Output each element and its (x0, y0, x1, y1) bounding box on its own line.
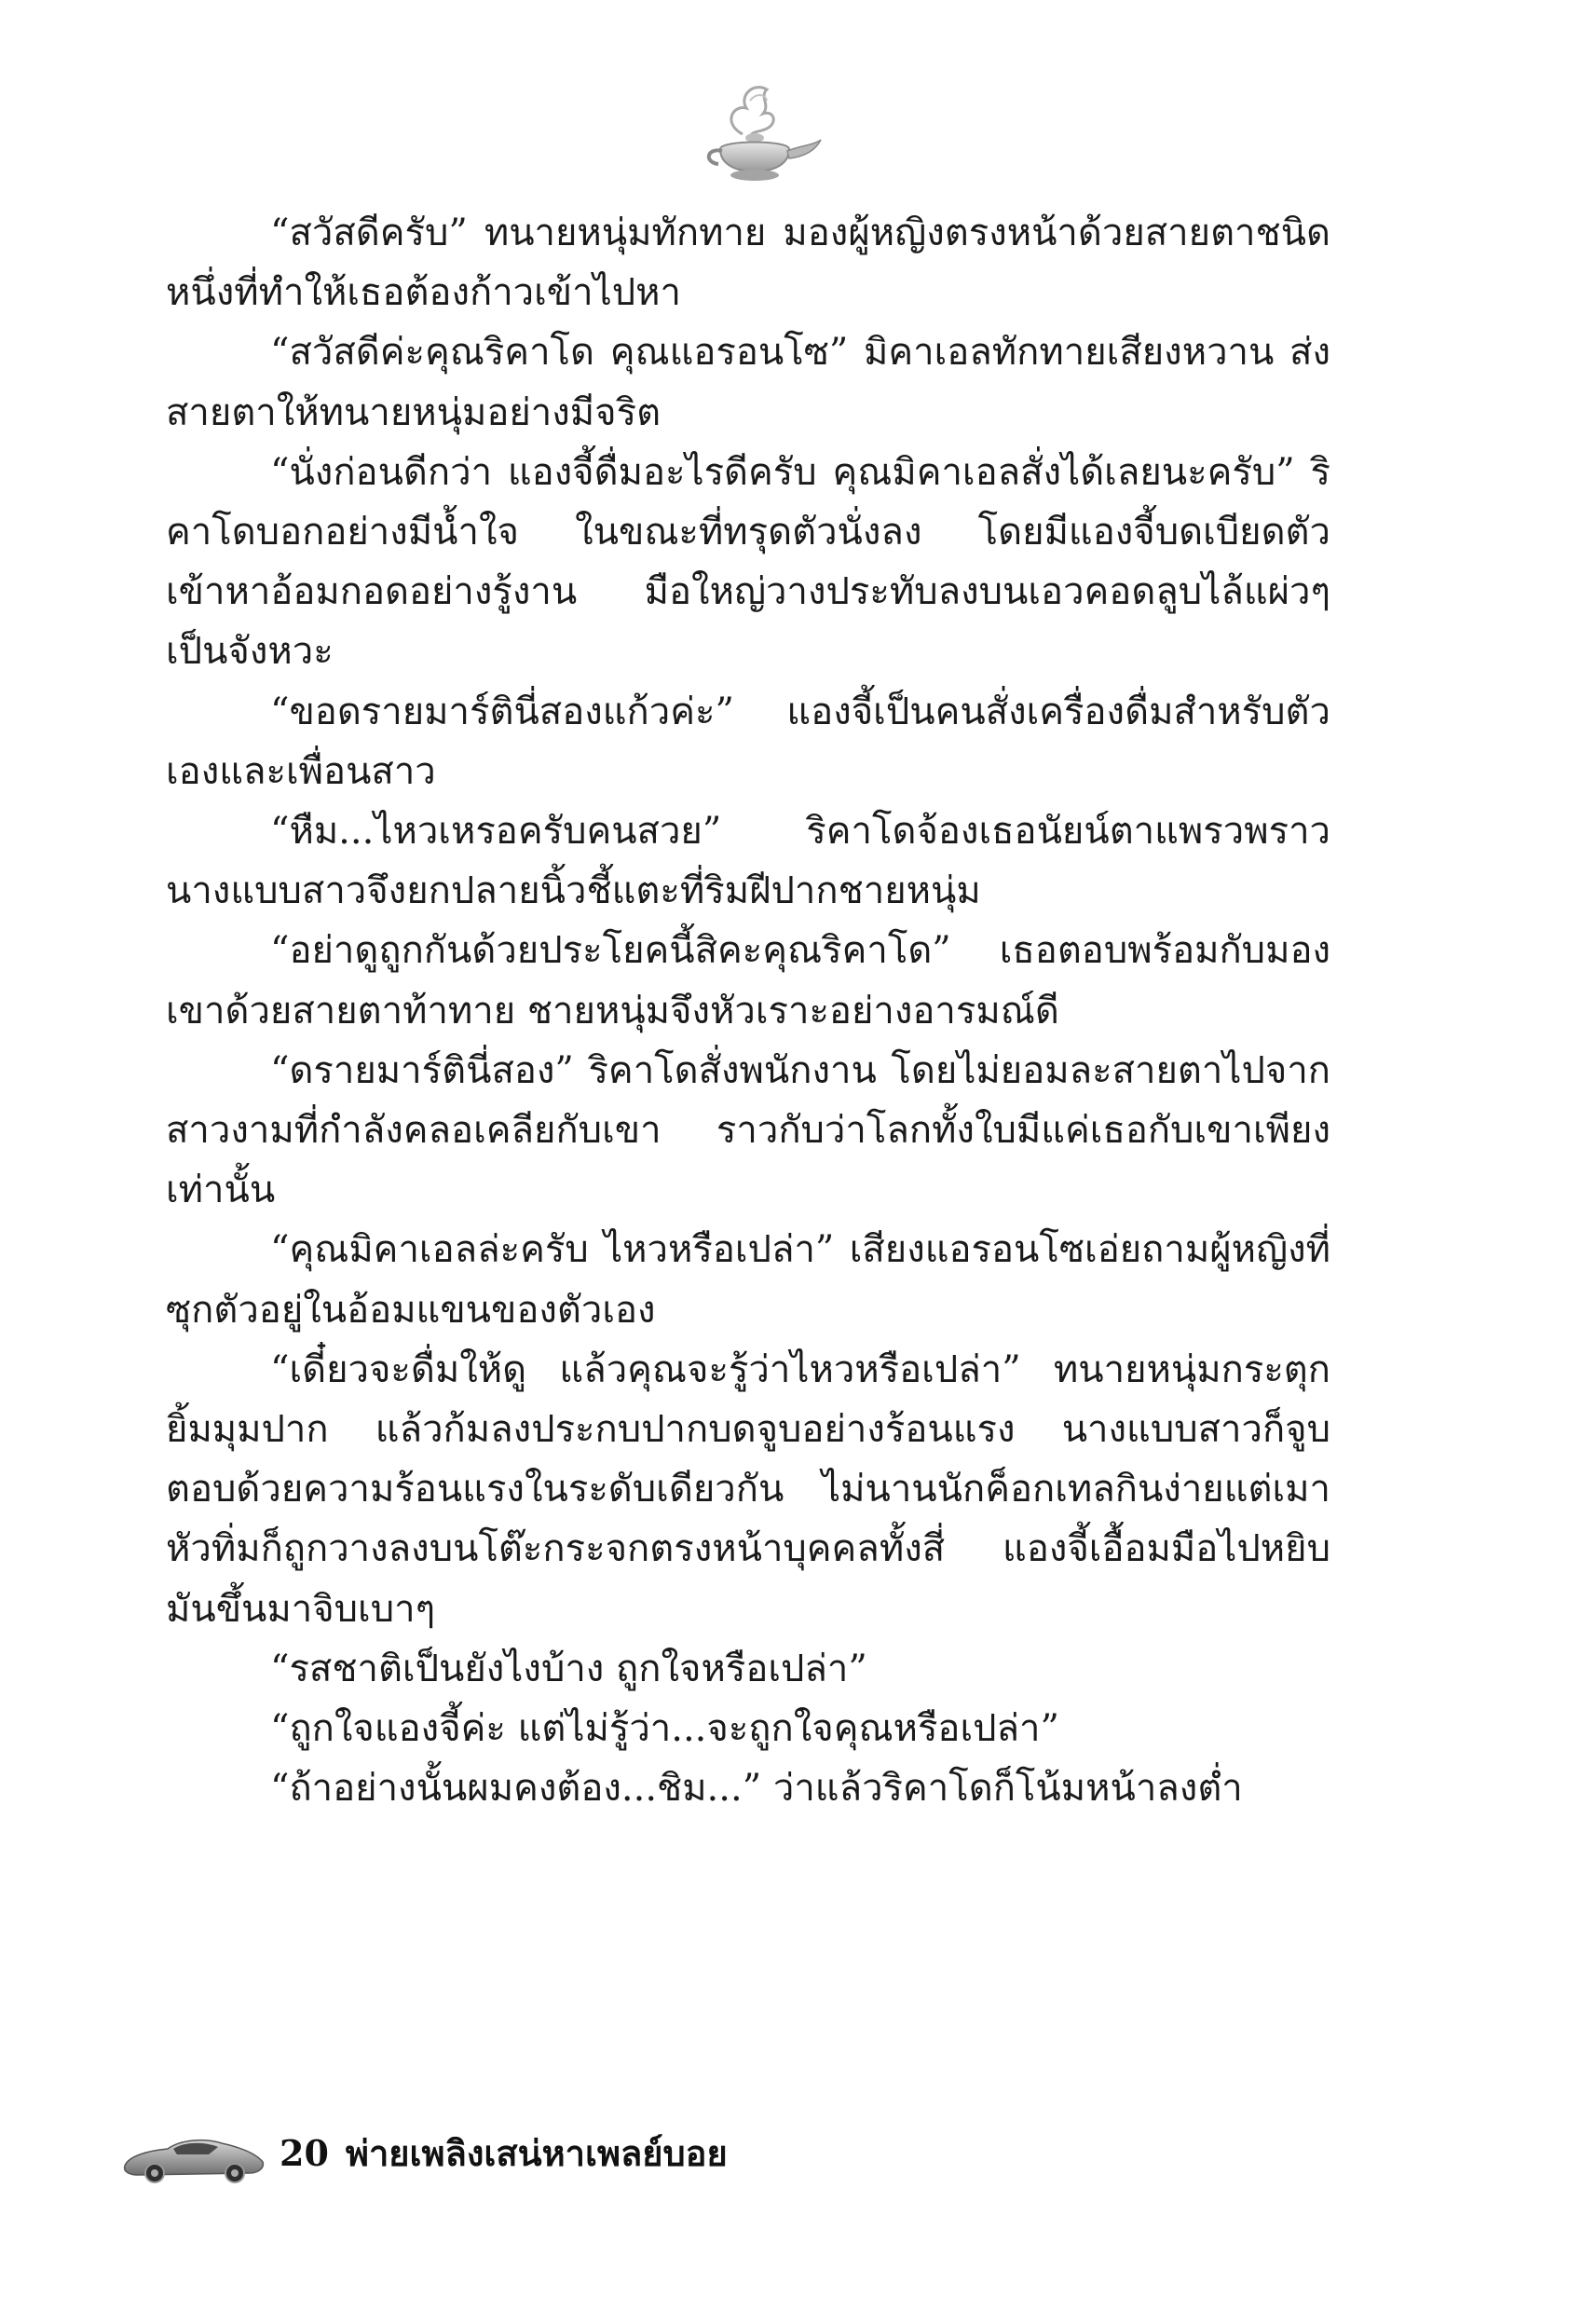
body-text (166, 203, 1330, 1818)
page-footer (119, 2113, 1237, 2197)
book-title: พ่ายเพลิงเสน่หาเพลย์บอย (345, 2132, 728, 2174)
paragraph: “ดรายมาร์ตินี่สอง” ริคาโดสั่งพนักงาน โดยไม่ยอมละสายตาไปจากสาวงามที่กำลังคลอเคลียกับเขา ราวกับว่าโลกทั้งใบมีแค่เธอกับเขาเพียงเท่านั้น (166, 1048, 1330, 1212)
sports-car-icon (119, 2123, 268, 2188)
paragraph: “ถูกใจแองจี้ค่ะ แต่ไม่รู้ว่า...จะถูกใจคุณหรือเปล่า” (270, 1707, 1059, 1751)
paragraph: “เดี๋ยวจะดื่มให้ดู แล้วคุณจะรู้ว่าไหวหรือเปล่า” ทนายหนุ่มกระตุกยิ้มมุมปาก แล้วก้มลงประกบปากบดจูบอย่างร้อนแรง นางแบบสาวก็จูบตอบด้วยความร้อนแรงในระดับเดียวกัน ไม่นานนักค็อกเทลกินง่ายแต่เมาหัวทิ่มก็ถูกวางลงบนโต๊ะกระจกตรงหน้าบุคคลทั้งสี่ แองจี้เอื้อมมือไปหยิบมันขึ้นมาจิบเบาๆ (166, 1347, 1330, 1631)
page-number: 20 (280, 2132, 329, 2174)
paragraph: “ถ้าอย่างนั้นผมคงต้อง...ชิม...” ว่าแล้วริคาโดก็โน้มหน้าลงต่ำ (270, 1767, 1243, 1811)
paragraph: “รสชาติเป็นยังไงบ้าง ถูกใจหรือเปล่า” (270, 1647, 867, 1690)
paragraph: “หืม...ไหวเหรอครับคนสวย” ริคาโดจ้องเธอนัยน์ตาแพรวพราว นางแบบสาวจึงยกปลายนิ้วชี้แตะที่ริมฝีปากชายหนุ่ม (166, 810, 1330, 913)
paragraph: “ขอดรายมาร์ตินี่สองแก้วค่ะ” แองจี้เป็นคนสั่งเครื่องดื่มสำหรับตัวเองและเพื่อนสาว (166, 690, 1330, 793)
paragraph: “สวัสดีค่ะคุณริคาโด คุณแอรอนโซ” มิคาเอลทักทายเสียงหวาน ส่งสายตาให้ทนายหนุ่มอย่างมีจริต (166, 331, 1330, 434)
paragraph: “นั่งก่อนดีกว่า แองจี้ดื่มอะไรดีครับ คุณมิคาเอลสั่งได้เลยนะครับ” ริคาโดบอกอย่างมีน้ำใจ ในขณะที่ทรุดตัวนั่งลง โดยมีแองจี้บดเบียดตัวเข้าหาอ้อมกอดอย่างรู้งาน มือใหญ่วางประทับลงบนเอวคอดลูบไล้แผ่วๆ เป็นจังหวะ (166, 450, 1330, 674)
footer-text (280, 2130, 728, 2177)
paragraph: “สวัสดีครับ” ทนายหนุ่มทักทาย มองผู้หญิงตรงหน้าด้วยสายตาชนิดหนึ่งที่ทำให้เธอต้องก้าวเข้าไปหา (166, 212, 1330, 315)
genie-lamp-icon (685, 76, 825, 188)
paragraph: “คุณมิคาเอลล่ะครับ ไหวหรือเปล่า” เสียงแอรอนโซเอ่ยถามผู้หญิงที่ซุกตัวอยู่ในอ้อมแขนของตัวเอง (166, 1228, 1330, 1332)
paragraph: “อย่าดูถูกกันด้วยประโยคนี้สิคะคุณริคาโด” เธอตอบพร้อมกับมองเขาด้วยสายตาท้าทาย ชายหนุ่มจึงหัวเราะอย่างอารมณ์ดี (166, 929, 1330, 1032)
